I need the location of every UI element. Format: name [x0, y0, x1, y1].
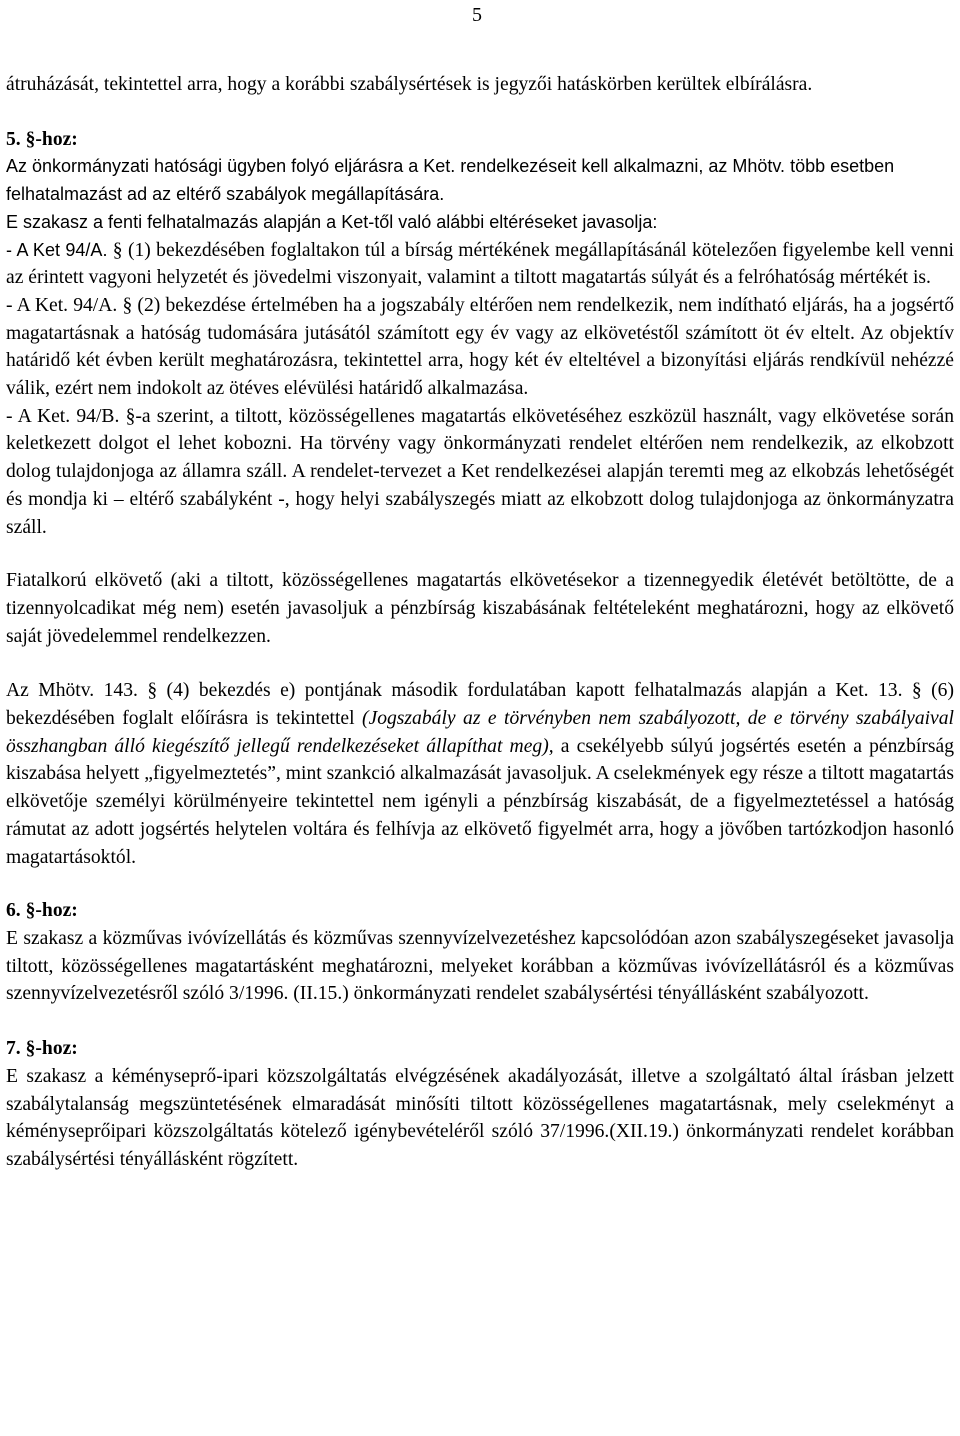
section-5-item1 — [6, 237, 954, 292]
paragraph-mhotv-italic: (Jogszabály az e törvényben nem szabályozott, de e törvény szabályaival összhangban álló kiegészítő jellegű rendelkezéseket állapíthat meg), — [6, 708, 954, 757]
section-7-heading: 7. §-hoz: — [6, 1038, 78, 1060]
page-number: 5 — [472, 4, 482, 26]
section-5-item3: - A Ket. 94/B. §-a szerint, a tiltott, közösségellenes magatartás elkövetéséhez eszközül használt, vagy elkövetése során keletkezett dolgot el lehet kobozni. Ha törvény vagy önkormányzati rendelet eltérően nem rendelkezik, az elkobzott dolog tulajdonjoga az államra száll. A rendelet-tervezet a Ket rendelkezései alapján teremti meg az elkobzás lehetőségét és mondja ki – eltérő szabályként -, hogy helyi szabályszegés miatt az elkobzott dolog tulajdonjoga az önkormányzatra száll. — [6, 405, 954, 538]
section-5-line1: Az önkormányzati hatósági ügyben folyó eljárásra a Ket. rendelkezéseit kell alkalmazni, az Mhötv. több esetben felhatalmazást ad az eltérő szabályok megállapítására. — [6, 156, 895, 205]
section-5-item2: - A Ket. 94/A. § (2) bekezdése értelmében ha a jogszabály eltérően nem rendelkezik, nem indítható eljárás, ha a jogsértő magatartásnak a hatóság tudomására jutásától számított egy év vagy az elkövetéstől számított öt év eltelt. Az objektív határidő két évben került meghatározásra, tekintettel arra, hogy két év elteltével a bizonyítási eljárás rendkívül nehézzé válik, ezért nem indokolt az ötéves elévülési határidő alkalmazása. — [6, 294, 954, 400]
section-6-heading: 6. §-hoz: — [6, 900, 78, 922]
intro-paragraph: átruházását, tekintettel arra, hogy a korábbi szabálysértések is jegyzői hatáskörben kerültek elbírálásra. — [6, 74, 813, 95]
paragraph-fiatalkoru: Fiatalkorú elkövető (aki a tiltott, közösségellenes magatartás elkövetésekor a tizennegyedik életévét betöltötte, de a tizennyolcadikat még nem) esetén javasoljuk a pénzbírság kiszabásának feltételeként meghatározni, hogy az elkövető saját jövedelemmel rendelkezzen. — [6, 570, 954, 647]
paragraph-mhotv — [6, 677, 954, 871]
paragraph-mhotv-part-b: a csekélyebb súlyú jogsértés esetén a pénzbírság kiszabása helyett „figyelmeztetés”, mint szankció alkalmazását javasoljuk. A cselekmények egy része a tiltott magatartás elkövetője személyi körülményeire tekintettel nem igényli a pénzbírság kiszabását, de a figyelmeztetéssel a hatóság rámutat az adott jogsértés helytelen voltára és felhívja az elkövető figyelmét arra, hogy a jövőben tartózkodjon hasonló magatartásoktól. — [6, 735, 954, 868]
section-6-text: E szakasz a közművas ivóvízellátás és közművas szennyvízelvezetéshez kapcsolódóan azon szabályszegéseket javasolja tiltott, közösségellenes magatartásként meghatározni, melyeket korábban a közművas ivóvízellátásról és a közművas szennyvízelvezetésről szóló 3/1996. (II.15.) önkormányzati rendelet szabálysértési tényállásként szabályozott. — [6, 927, 954, 1005]
section-5-line2: E szakasz a fenti felhatalmazás alapján a Ket-től való alábbi eltéréseket javasolja: — [6, 211, 658, 232]
paragraph-mhotv-part-a: Az Mhötv. 143. § (4) bekezdés e) pontjának második fordulatában kapott felhatalmazás alapján a Ket. 13. § (6) bekezdésében foglalt előírásra is tekintettel — [6, 680, 954, 730]
section-5-item1-rest: § (1) bekezdésében foglaltakon túl a bírság mértékének megállapításánál kötelezően figyelembe kell venni az érintett vagyoni helyzetét és jövedelmi viszonyait, valamint a tiltott magatartás súlyát és a felróhatóság mértékét is. — [6, 239, 954, 289]
document-body — [6, 71, 954, 1174]
section-7-text: E szakasz a kéményseprő-ipari közszolgáltatás elvégzésének akadályozását, illetve a szolgáltató által írásban jelzett szabálytalanság megszüntetésének elmaradását minősíti tiltott közösségellenes magatartásnak, mely cselekményt a kéményseprőipari közszolgáltatás kötelező igénybevételéről szóló 37/1996.(XII.19.) önkormányzati rendelet korábban szabálysértési tényállásként rögzített. — [6, 1065, 954, 1170]
section-5-item1-lead: - A Ket 94/A. — [6, 239, 108, 260]
section-5-heading: 5. §-hoz: — [6, 128, 78, 150]
